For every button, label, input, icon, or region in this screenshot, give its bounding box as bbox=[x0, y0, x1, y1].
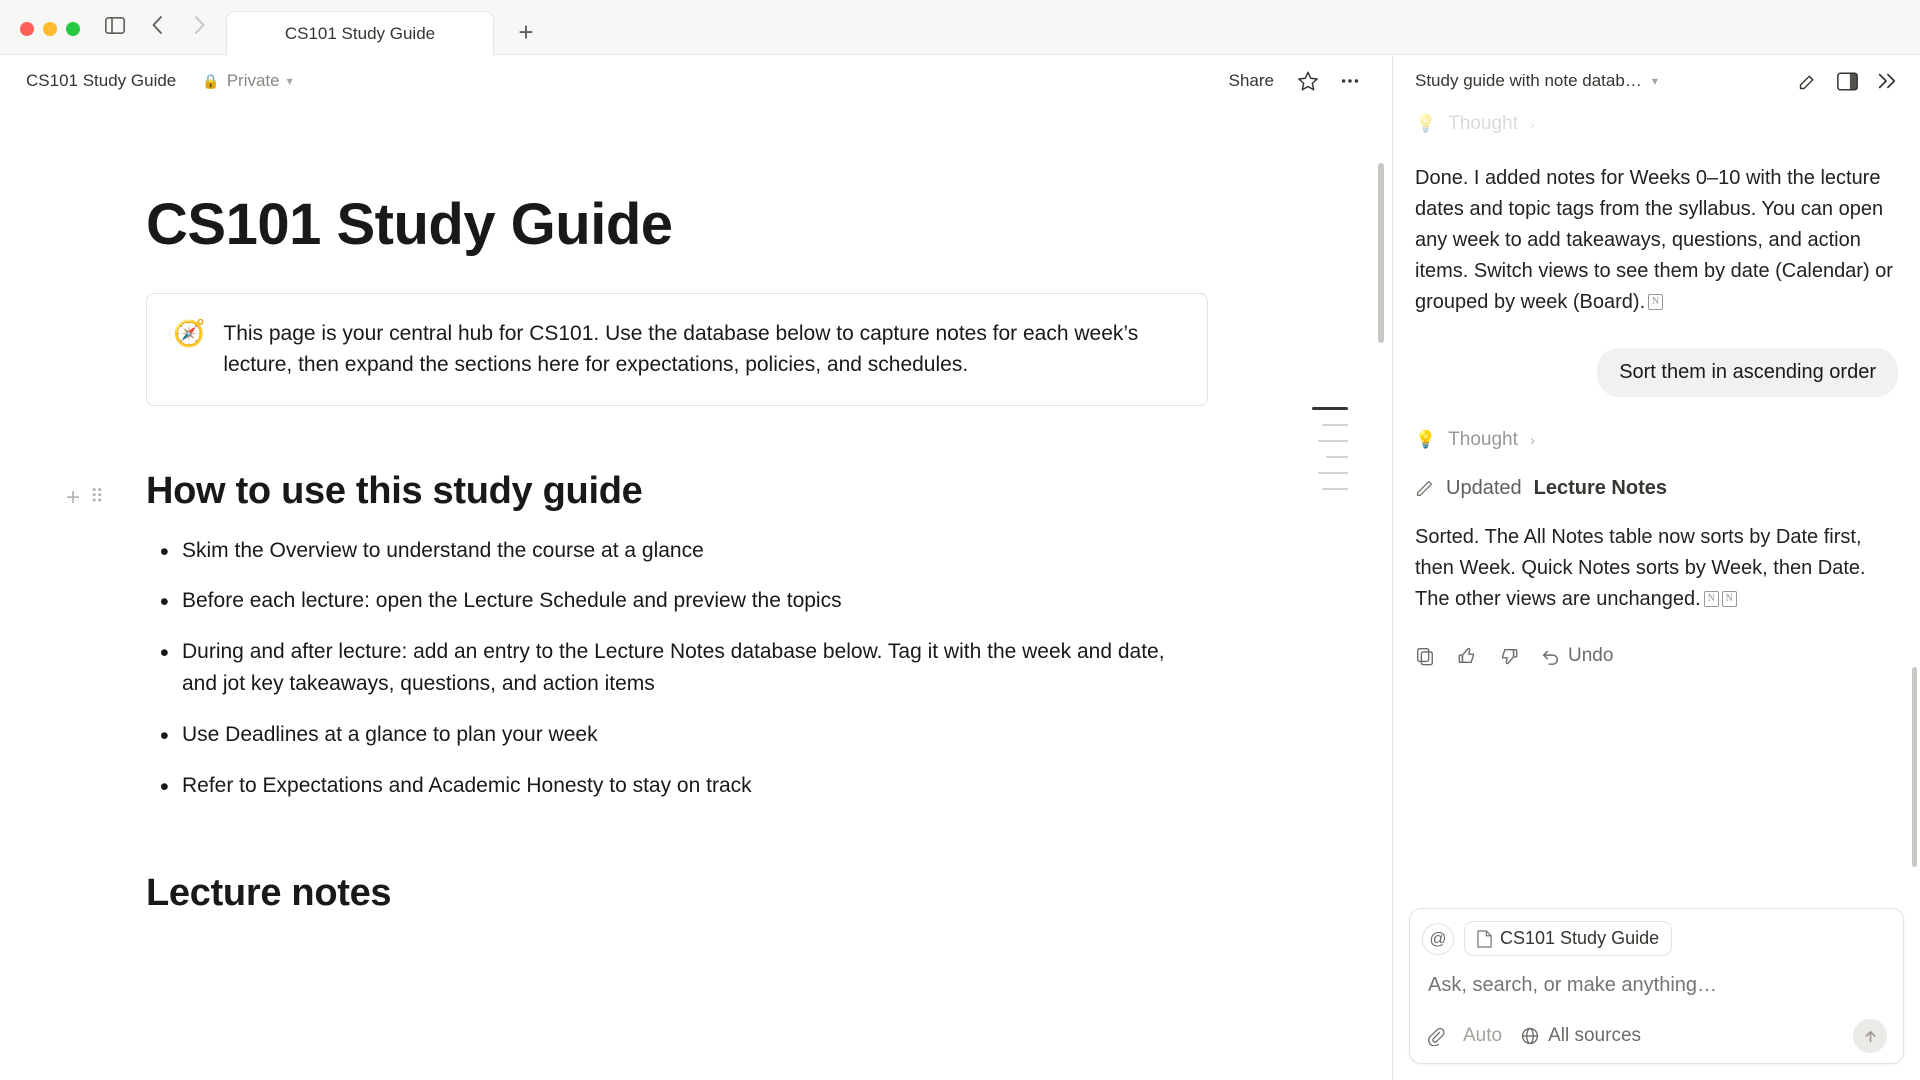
pencil-icon bbox=[1415, 479, 1434, 498]
updated-status-row[interactable] bbox=[1415, 477, 1898, 500]
breadcrumb[interactable]: CS101 Study Guide bbox=[26, 71, 177, 90]
chevron-down-icon[interactable]: ▾ bbox=[1651, 74, 1658, 88]
page-toolbar bbox=[0, 55, 1392, 107]
document-icon bbox=[1477, 930, 1492, 948]
updated-label: Updated bbox=[1446, 477, 1522, 499]
composer-toolbar bbox=[1422, 1017, 1891, 1053]
thought-label: Thought bbox=[1448, 113, 1518, 134]
outline-mark[interactable] bbox=[1326, 456, 1348, 458]
browser-title-bar bbox=[0, 0, 1920, 55]
list-item: • Skim the Overview to understand the course at a glance bbox=[146, 535, 1166, 568]
outline-mark[interactable] bbox=[1322, 488, 1348, 490]
share-button[interactable]: Share bbox=[1228, 71, 1274, 90]
updated-target[interactable]: Lecture Notes bbox=[1533, 477, 1667, 499]
new-tab-button[interactable]: + bbox=[518, 16, 534, 47]
assistant-conversation[interactable] bbox=[1393, 107, 1920, 908]
assistant-title: Study guide with note datab… bbox=[1415, 71, 1642, 90]
outline-mark[interactable] bbox=[1318, 472, 1348, 474]
close-window-button[interactable] bbox=[20, 22, 34, 36]
assistant-scrollbar[interactable] bbox=[1912, 667, 1917, 867]
section-heading-lecture-notes: Lecture notes bbox=[146, 872, 392, 915]
notion-page-ref-icon[interactable] bbox=[1722, 591, 1737, 607]
page-pane bbox=[0, 55, 1392, 1080]
add-block-icon[interactable]: + bbox=[66, 483, 81, 511]
window-controls bbox=[0, 22, 94, 54]
assistant-panel bbox=[1392, 55, 1920, 1080]
copy-button[interactable] bbox=[1415, 646, 1435, 666]
thought-row[interactable] bbox=[1415, 423, 1898, 457]
section-heading-how-to: How to use this study guide bbox=[146, 469, 643, 512]
message-action-row bbox=[1415, 645, 1898, 667]
new-chat-icon[interactable] bbox=[1792, 66, 1822, 96]
assistant-message-1 bbox=[1415, 163, 1898, 318]
chevron-right-icon: › bbox=[1529, 115, 1535, 133]
block-handles bbox=[66, 484, 102, 512]
sidebar-toggle-icon[interactable] bbox=[102, 12, 128, 38]
outline-mark[interactable] bbox=[1322, 424, 1348, 426]
list-item: • Refer to Expectations and Academic Honesty to stay on track bbox=[146, 770, 1166, 803]
assistant-message-2 bbox=[1415, 522, 1898, 615]
context-chip-cs101[interactable] bbox=[1464, 921, 1672, 956]
assistant-input[interactable] bbox=[1422, 970, 1891, 1017]
model-selector[interactable]: Auto bbox=[1463, 1025, 1503, 1046]
expand-icon[interactable] bbox=[1872, 66, 1902, 96]
how-to-bullet-list bbox=[146, 535, 1216, 802]
how-to-block bbox=[66, 469, 1216, 802]
sources-label: All sources bbox=[1548, 1025, 1642, 1046]
forward-icon bbox=[186, 12, 212, 38]
assistant-header bbox=[1393, 55, 1920, 107]
callout-block bbox=[146, 293, 1208, 406]
list-item: • Before each lecture: open the Lecture Schedule and preview the topics bbox=[146, 585, 1166, 618]
outline-mark[interactable] bbox=[1312, 407, 1348, 410]
minimize-window-button[interactable] bbox=[43, 22, 57, 36]
thought-row-top[interactable] bbox=[1415, 107, 1898, 141]
chevron-down-icon: ▾ bbox=[286, 74, 293, 88]
send-button[interactable] bbox=[1853, 1019, 1887, 1053]
composer-context-row bbox=[1422, 921, 1891, 956]
notion-page-ref-icon[interactable] bbox=[1704, 591, 1719, 607]
page-scroll-area[interactable] bbox=[0, 107, 1392, 1080]
lightbulb-icon: 💡 bbox=[1415, 430, 1437, 449]
privacy-selector[interactable] bbox=[202, 71, 292, 91]
back-icon[interactable] bbox=[144, 12, 170, 38]
ellipsis-icon[interactable] bbox=[1334, 65, 1366, 97]
page-outline-marks[interactable] bbox=[1312, 407, 1348, 490]
page-content bbox=[0, 107, 1392, 915]
privacy-label: Private bbox=[226, 71, 280, 90]
outline-mark[interactable] bbox=[1318, 440, 1348, 442]
drag-handle-icon[interactable]: ⠿ bbox=[90, 487, 102, 509]
context-chip-label: CS101 Study Guide bbox=[1500, 928, 1660, 948]
user-message-row bbox=[1415, 348, 1898, 397]
undo-button[interactable] bbox=[1541, 645, 1613, 667]
sources-selector[interactable] bbox=[1520, 1025, 1641, 1047]
panel-toggle-icon[interactable] bbox=[1832, 66, 1862, 96]
assistant-composer bbox=[1409, 908, 1904, 1064]
list-item: • Use Deadlines at a glance to plan your week bbox=[146, 719, 1166, 752]
attach-button[interactable] bbox=[1426, 1027, 1445, 1046]
page-title: CS101 Study Guide bbox=[146, 192, 673, 257]
assistant-message-1-text: Done. I added notes for Weeks 0–10 with the lecture dates and topic tags from the syllabus. You can open any week to add takeaways, questions, and action items. Switch views to see them by date (Calendar) or grouped by week (Board). bbox=[1415, 167, 1893, 313]
chevron-right-icon: › bbox=[1529, 431, 1535, 449]
tab-cs101-study-guide[interactable] bbox=[226, 11, 494, 55]
assistant-message-2-text: Sorted. The All Notes table now sorts by Date first, then Week. Quick Notes sorts by Week, then Date. The other views are unchanged. bbox=[1415, 526, 1866, 610]
content-column bbox=[66, 192, 1216, 915]
compass-icon: 🧭 bbox=[173, 317, 206, 348]
undo-label: Undo bbox=[1568, 645, 1614, 666]
page-scrollbar[interactable] bbox=[1378, 163, 1384, 343]
star-icon[interactable] bbox=[1292, 65, 1324, 97]
zoom-window-button[interactable] bbox=[66, 22, 80, 36]
lightbulb-icon: 💡 bbox=[1415, 114, 1437, 133]
lock-icon: 🔒 bbox=[202, 72, 220, 89]
user-message: Sort them in ascending order bbox=[1597, 348, 1898, 397]
nav-controls bbox=[94, 12, 226, 54]
at-icon[interactable]: @ bbox=[1422, 923, 1454, 955]
callout-text: This page is your central hub for CS101. Use the database below to capture notes for each week’s lecture, then expand the sections here for expectations, policies, and schedules. bbox=[223, 321, 1139, 377]
workspace bbox=[0, 55, 1920, 1080]
notion-page-ref-icon[interactable] bbox=[1648, 294, 1663, 310]
list-item: • During and after lecture: add an entry to the Lecture Notes database below. Tag it with the week and date, and jot key takeaways, questions, and action items bbox=[146, 636, 1166, 701]
tab-label: CS101 Study Guide bbox=[284, 23, 436, 43]
thumbs-up-button[interactable] bbox=[1457, 646, 1477, 666]
thumbs-down-button[interactable] bbox=[1499, 646, 1519, 666]
tab-strip bbox=[226, 0, 548, 54]
thought-label: Thought bbox=[1448, 429, 1518, 450]
